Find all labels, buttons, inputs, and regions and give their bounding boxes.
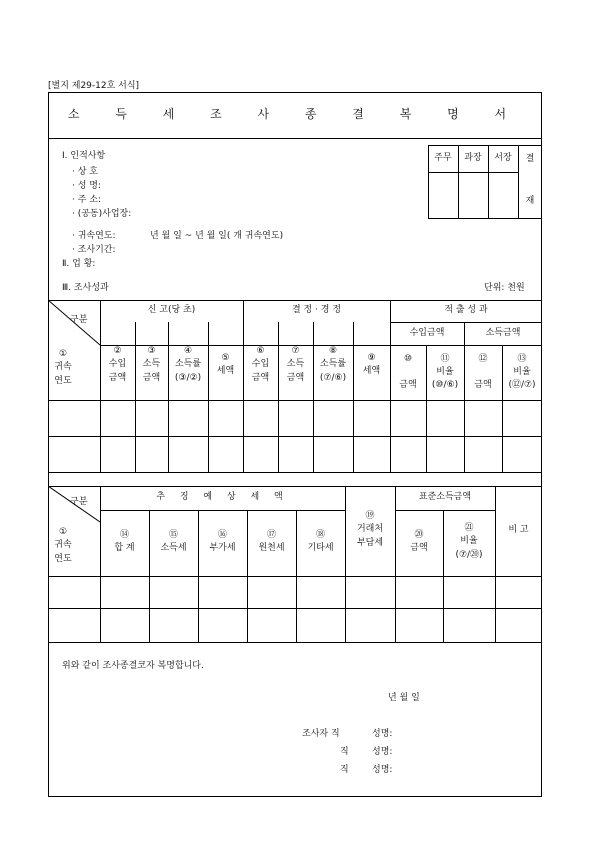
t1-col-11: ⑪ 비율 (⑩/⑥) (431, 353, 459, 391)
table1-group-decided: 결 정 · 경 정 (291, 305, 342, 316)
t1-col-13: ⑬ 비율 (⑫/⑦) (508, 353, 536, 391)
unit-label: 단위: 천원 (484, 283, 525, 293)
signer-1-name: 성명: (372, 729, 393, 739)
footer-date: 년 월 일 (388, 693, 420, 703)
approval-manager: 과장 (464, 152, 482, 163)
table2-border (395, 510, 495, 511)
table2-year-label: ① 귀속 연도 (54, 527, 72, 564)
footer-statement: 위와 같이 조사종결코자 복명합니다. (62, 661, 204, 671)
signer-2-role: 직 (340, 747, 349, 757)
form-number: [별지 제29-12호 서식] (48, 81, 140, 91)
table1-sub-income: 소득금액 (485, 327, 521, 338)
table1-gubun: 구분 (70, 315, 88, 325)
form-title: 소 득 세 조 사 종 결 복 명 서 (67, 107, 523, 122)
field-address: · 주 소: (72, 195, 102, 205)
t2-col-16: ⑯ 부가세 (209, 529, 236, 553)
approval-border (428, 172, 518, 173)
table2-border (48, 576, 542, 577)
t2-col-15: ⑮ 소득세 (160, 529, 187, 553)
table2-group-standard-income: 표준소득금액 (418, 492, 472, 503)
t1-col-9: ⑨ 세액 (362, 352, 381, 376)
t1-col-4: ④ 소득률 (③/②) (174, 346, 202, 383)
t1-col-6: ⑥ 수입 금액 (251, 346, 270, 383)
table1-group-findings: 적 출 성 과 (444, 305, 488, 316)
form-frame (48, 92, 542, 797)
t1-col-7: ⑦ 소득 금액 (286, 346, 305, 383)
field-workplace: · (공동)사업장: (72, 209, 132, 219)
t2-col-17: ⑰ 원천세 (258, 529, 285, 553)
table1-border (48, 436, 542, 437)
field-business-name: · 상 호 (72, 167, 98, 177)
signer-3-name: 성명: (372, 765, 393, 775)
table1-sub-revenue: 수입금액 (409, 327, 445, 338)
field-name: · 성 명: (72, 181, 102, 191)
approval-chief: 주무 (434, 152, 452, 163)
section1-heading: Ⅰ. 인적사항 (62, 151, 106, 161)
t1-col-12: ⑫ 금액 (474, 353, 492, 391)
table1-year-label: ① 귀속 연도 (54, 349, 72, 386)
approval-border (428, 218, 542, 219)
t1-col-2: ② 수입 금액 (108, 346, 127, 383)
signer-2-name: 성명: (372, 747, 393, 757)
field-period-label: · 귀속연도: (72, 231, 116, 241)
t2-col-14: ⑭ 합 계 (114, 529, 135, 553)
field-period-value: 년 월 일 ~ 년 월 일( 개 귀속연도) (150, 231, 284, 241)
field-audit-period: · 조사기간: (72, 245, 116, 255)
signer-1-role: 조사자 직 (302, 729, 340, 739)
approval-side-bottom: 재 (525, 196, 535, 207)
section2-heading: Ⅱ. 업 황: (62, 259, 96, 269)
t2-col-21: ㉑ 비율 (⑦/⑳) (455, 523, 483, 560)
t1-col-8: ⑧ 소득률 (⑦/⑥) (319, 346, 347, 383)
approval-side-top: 결 (525, 154, 535, 165)
table2-gubun: 구분 (70, 497, 88, 507)
table2-border (48, 608, 542, 609)
t2-col-18: ⑱ 기타세 (307, 529, 334, 553)
table2-border (100, 510, 345, 511)
t2-remark: 비 고 (508, 525, 529, 536)
t1-col-3: ③ 소득 금액 (142, 346, 161, 383)
table2-border (48, 642, 542, 643)
section3-heading: Ⅲ. 조사성과 (62, 283, 109, 293)
title-divider (48, 138, 542, 139)
table2-group-expected-tax: 추 징 예 상 세 액 (156, 492, 289, 503)
table1-group-reported: 신 고(당 초) (147, 305, 196, 316)
t2-col-20: ⑳ 금액 (410, 529, 428, 553)
t1-col-5: ⑤ 세액 (216, 352, 235, 376)
signer-3-role: 직 (340, 765, 349, 775)
table1-border (48, 472, 542, 473)
t2-col-19: ⑲ 거래처 부담세 (356, 511, 384, 548)
approval-director: 서장 (494, 152, 512, 163)
t1-col-10: ⑩ 금액 (399, 353, 417, 391)
table1-border (48, 400, 542, 401)
